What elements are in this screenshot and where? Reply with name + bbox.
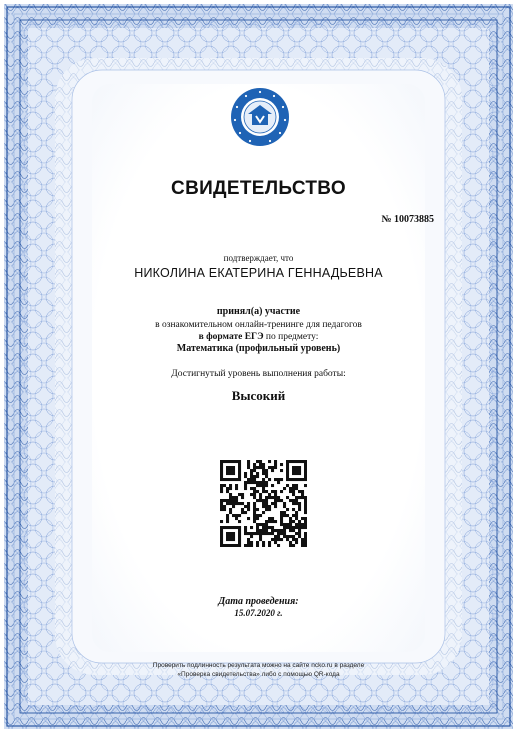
verification-line2: «Проверка свидетельства» либо с помощью QR-кода [177, 671, 340, 678]
participation-line3 [0, 332, 517, 342]
certificate-number: № 10073885 [381, 214, 434, 225]
date-label: Дата проведения: [218, 596, 299, 607]
subject-prefix: по предмету: [263, 332, 319, 342]
level-value: Высокий [231, 388, 286, 403]
certificate-title: СВИДЕТЕЛЬСТВО [171, 178, 346, 199]
date-value: 15.07.2020 г. [234, 608, 283, 618]
verification-note [0, 661, 517, 679]
recipient-name: НИКОЛИНА ЕКАТЕРИНА ГЕННАДЬЕВНА [134, 266, 383, 280]
participation-line2: в ознакомительном онлайн-тренинге для педагогов [155, 320, 362, 330]
level-label: Достигнутый уровень выполнения работы: [171, 369, 346, 379]
format-text: в формате ЕГЭ [198, 332, 264, 342]
subject-name: Математика (профильный уровень) [176, 343, 341, 354]
confirms-text: подтверждает, что [223, 253, 294, 263]
qr-code [220, 460, 307, 547]
verification-line1: Проверить подлинность результата можно на сайте ncko.ru в разделе [152, 662, 365, 669]
participation-line1: принял(а) участие [216, 306, 301, 317]
certification-center-logo [230, 87, 290, 147]
